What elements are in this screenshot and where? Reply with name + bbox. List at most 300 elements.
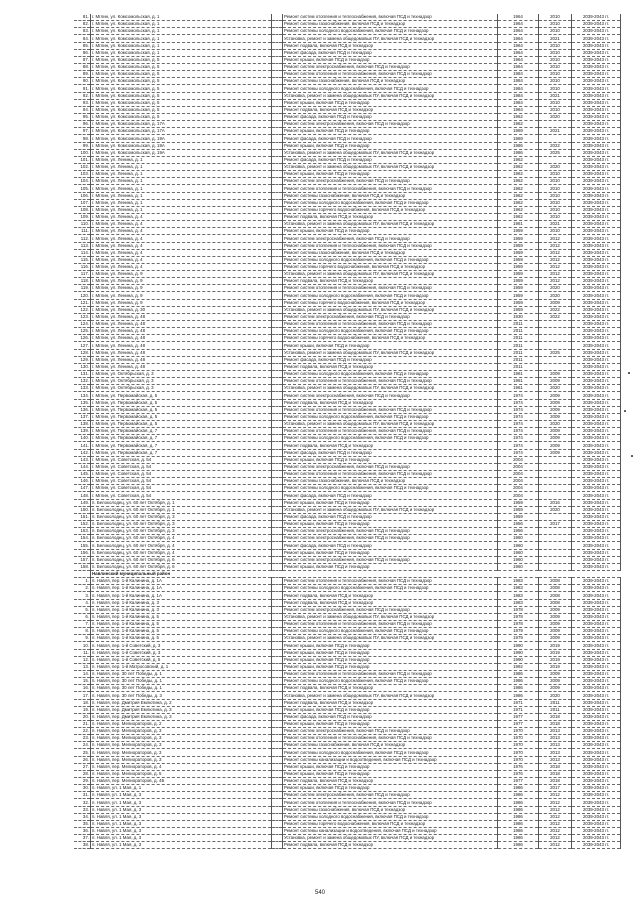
row-number: 143. <box>74 456 91 463</box>
last-repair-year-cell: 2020 <box>539 292 572 299</box>
row-number: 1. <box>74 578 91 585</box>
last-repair-year-cell: 2021 <box>539 221 572 228</box>
page-number: 540 <box>314 890 325 896</box>
work-type-cell: Ремонт системы холодного водоснабжения, включая ПСД и технадзор <box>283 413 498 420</box>
planned-period-cell: 2039-2043 гг. <box>572 28 621 35</box>
work-type-cell: Ремонт систем электроснабжения, включая ПСД и технадзор <box>283 728 498 735</box>
year-built-cell: 1960 <box>498 535 539 542</box>
planned-period-cell: 2039-2043 гг. <box>572 456 621 463</box>
last-repair-year-cell: 2009 <box>539 399 572 406</box>
planned-period-cell: 2039-2043 гг. <box>572 392 621 399</box>
work-type-cell: Ремонт крыши, включая ПСД и технадзор <box>283 520 498 527</box>
year-built-cell: 1970 <box>498 728 539 735</box>
row-number: 139. <box>74 428 91 435</box>
table-row <box>74 642 621 649</box>
work-type-cell: Ремонт систем отопления и теплоснабжения, включая ПСД и технадзор <box>283 378 498 385</box>
address-cell: г. Мглин, ул. Ленина, д. 48 <box>91 342 272 349</box>
row-number: 102. <box>74 163 91 170</box>
blank-cell <box>272 656 283 663</box>
last-repair-year-cell: 2012 <box>539 263 572 270</box>
blank-cell <box>272 506 283 513</box>
address-cell: г. Мглин, ул. Ленина, д. 1 <box>91 199 272 206</box>
last-repair-year-cell: 2010 <box>539 106 572 113</box>
last-repair-year-cell: 2013 <box>539 735 572 742</box>
planned-period-cell: 2039-2043 гг. <box>572 785 621 792</box>
row-number: 127. <box>74 342 91 349</box>
section-header-row <box>74 570 621 577</box>
work-type-cell: Установка, ремонт и замена общедомовых ПУ, включая ПСД и технадзор <box>283 92 498 99</box>
last-repair-year-cell: 2013 <box>539 756 572 763</box>
work-type-cell: Ремонт систем электроснабжения, включая ПСД и технадзор <box>283 792 498 799</box>
planned-period-cell: 2039-2043 гг. <box>572 263 621 270</box>
last-repair-year-cell <box>539 335 572 342</box>
scan-dust-speck <box>628 372 630 374</box>
year-built-cell: 1978 <box>498 606 539 613</box>
last-repair-year-cell: 2009 <box>539 371 572 378</box>
row-number: 14. <box>74 670 91 677</box>
last-repair-year-cell: 2025 <box>539 149 572 156</box>
address-cell: г. Мглин, ул. Комсомольская, д. 19А <box>91 149 272 156</box>
table-row <box>74 792 621 799</box>
last-repair-year-cell: 2016 <box>539 499 572 506</box>
planned-period-cell: 2039-2043 гг. <box>572 292 621 299</box>
work-type-cell: Установка, ремонт и замена общедомовых ПУ, включая ПСД и технадзор <box>283 221 498 228</box>
blank-cell <box>272 285 283 292</box>
table-row <box>74 628 621 635</box>
row-number: 109. <box>74 213 91 220</box>
planned-period-cell: 2039-2043 гг. <box>572 21 621 28</box>
year-built-cell: 1990 <box>498 642 539 649</box>
work-type-cell: Ремонт систем отопления и теплоснабжения, включая ПСД и технадзор <box>283 799 498 806</box>
last-repair-year-cell: 2010 <box>539 14 572 21</box>
work-type-cell: Ремонт систем электроснабжения, включая ПСД и технадзор <box>283 313 498 320</box>
work-type-cell: Установка, ремонт и замена общедомовых ПУ, включая ПСД и технадзор <box>283 385 498 392</box>
blank-cell <box>272 820 283 827</box>
year-built-cell: 1986 <box>498 828 539 835</box>
work-type-cell: Установка, ремонт и замена общедомовых ПУ, включая ПСД и технадзор <box>283 506 498 513</box>
work-type-cell: Ремонт фасада, включая ПСД и технадзор <box>283 113 498 120</box>
row-number: 153. <box>74 528 91 535</box>
year-built-cell: 1962 <box>498 178 539 185</box>
row-number: 99. <box>74 142 91 149</box>
table-row <box>74 663 621 670</box>
planned-period-cell: 2039-2043 гг. <box>572 156 621 163</box>
table-row <box>74 535 621 542</box>
address-cell: г. Мглин, ул. Первомайская, д. 7 <box>91 428 272 435</box>
year-built-cell: 1977 <box>498 720 539 727</box>
planned-period-cell: 2039-2043 гг. <box>572 778 621 785</box>
work-type-cell: Установка, ремонт и замена общедомовых ПУ, включая ПСД и технадзор <box>283 271 498 278</box>
table-row <box>74 656 621 663</box>
row-number: 140. <box>74 435 91 442</box>
work-type-cell: Ремонт систем электроснабжения, включая ПСД и технадзор <box>283 121 498 128</box>
year-built-cell: 1956 <box>498 520 539 527</box>
last-repair-year-cell: 2010 <box>539 42 572 49</box>
address-cell: п. Навля, пер. 1-й Калинина, д. 3 <box>91 606 272 613</box>
planned-period-cell: 2039-2043 гг. <box>572 342 621 349</box>
blank-cell <box>272 478 283 485</box>
table-row <box>74 14 621 21</box>
work-type-cell: Установка, ремонт и замена общедомовых ПУ, включая ПСД и технадзор <box>283 613 498 620</box>
planned-period-cell: 2039-2043 гг. <box>572 142 621 149</box>
work-type-cell: Ремонт систем электроснабжения, включая ПСД и технадзор <box>283 463 498 470</box>
address-cell: г. Мглин, ул. Первомайская, д. 5 <box>91 406 272 413</box>
year-built-cell: 1986 <box>498 813 539 820</box>
row-number: 3. <box>74 592 91 599</box>
table-row <box>74 720 621 727</box>
address-cell: п. Навля, пер. 1-й Калинина, д. 3 <box>91 599 272 606</box>
planned-period-cell: 2039-2043 гг. <box>572 592 621 599</box>
address-cell: г. Мглин, ул. Комсомольская, д. 1 <box>91 14 272 21</box>
table-row <box>74 278 621 285</box>
work-type-cell: Ремонт систем электроснабжения, включая ПСД и технадзор <box>283 556 498 563</box>
row-number: 88. <box>74 63 91 70</box>
blank-cell <box>272 371 283 378</box>
scan-dust-speck <box>631 455 633 457</box>
year-built-cell: 1976 <box>498 770 539 777</box>
last-repair-year-cell: 2020 <box>539 506 572 513</box>
row-number: 23. <box>74 735 91 742</box>
work-type-cell: Ремонт системы холодного водоснабжения, включая ПСД и технадзор <box>283 292 498 299</box>
work-type-cell: Ремонт крыши, включая ПСД и технадзор <box>283 720 498 727</box>
planned-period-cell: 2039-2043 гг. <box>572 135 621 142</box>
blank-cell <box>272 456 283 463</box>
last-repair-year-cell: 2018 <box>539 778 572 785</box>
last-repair-year-cell: 2009 <box>539 449 572 456</box>
work-type-cell: Ремонт систем электроснабжения, включая ПСД и технадзор <box>283 392 498 399</box>
last-repair-year-cell: 2020 <box>539 692 572 699</box>
table-row <box>74 349 621 356</box>
last-repair-year-cell: 2009 <box>539 406 572 413</box>
work-type-cell: Ремонт систем электроснабжения, включая ПСД и технадзор <box>283 178 498 185</box>
planned-period-cell: 2039-2043 гг. <box>572 213 621 220</box>
work-type-cell: Ремонт системы холодного водоснабжения, включая ПСД и технадзор <box>283 678 498 685</box>
table-row <box>74 113 621 120</box>
address-cell: п. Белоколодец, ул. 60 лет Октября, д. 1 <box>91 499 272 506</box>
blank-cell <box>272 635 283 642</box>
row-number: 106. <box>74 192 91 199</box>
year-built-cell: 1960 <box>498 549 539 556</box>
table-row <box>74 463 621 470</box>
table-row <box>74 799 621 806</box>
work-type-cell: Ремонт систем отопления и теплоснабжения, включая ПСД и технадзор <box>283 620 498 627</box>
blank-cell <box>272 213 283 220</box>
blank-cell <box>272 71 283 78</box>
address-cell: г. Мглин, ул. Советская, д. 54 <box>91 492 272 499</box>
year-built-cell: 1983 <box>498 592 539 599</box>
planned-period-cell: 2039-2043 гг. <box>572 428 621 435</box>
row-number: 95. <box>74 113 91 120</box>
year-built-cell: 1970 <box>498 735 539 742</box>
table-row <box>74 606 621 613</box>
year-built-cell: 2011 <box>498 321 539 328</box>
year-built-cell: 1974 <box>498 435 539 442</box>
table-row <box>74 199 621 206</box>
year-built-cell: 1961 <box>498 221 539 228</box>
row-number: 124. <box>74 321 91 328</box>
address-cell: п. Навля, ул. 1 Мая, д. 3 <box>91 799 272 806</box>
last-repair-year-cell: 2019 <box>539 642 572 649</box>
last-repair-year-cell: 2010 <box>539 228 572 235</box>
year-built-cell: 1959 <box>498 256 539 263</box>
last-repair-year-cell: 2010 <box>539 28 572 35</box>
address-cell: г. Мглин, ул. Ленина, д. 4 <box>91 249 272 256</box>
table-row <box>74 335 621 342</box>
row-number: 100. <box>74 149 91 156</box>
blank-cell <box>272 121 283 128</box>
work-type-cell: Ремонт крыши, включая ПСД и технадзор <box>283 456 498 463</box>
year-built-cell: 1959 <box>498 242 539 249</box>
year-built-cell: 1961 <box>498 371 539 378</box>
row-number: 22. <box>74 728 91 735</box>
blank-cell <box>272 463 283 470</box>
table-row <box>74 192 621 199</box>
last-repair-year-cell: 2012 <box>539 799 572 806</box>
row-number: 91. <box>74 85 91 92</box>
blank-cell <box>272 692 283 699</box>
planned-period-cell: 2039-2043 гг. <box>572 63 621 70</box>
row-number: 151. <box>74 513 91 520</box>
table-row <box>74 56 621 63</box>
table-row <box>74 806 621 813</box>
work-type-cell: Ремонт фасада, включая ПСД и технадзор <box>283 49 498 56</box>
blank-cell <box>272 535 283 542</box>
blank-cell <box>272 613 283 620</box>
row-number: 89. <box>74 71 91 78</box>
table-row <box>74 178 621 185</box>
address-cell: г. Мглин, ул. Первомайская, д. 5 <box>91 392 272 399</box>
blank-cell <box>272 785 283 792</box>
table-row <box>74 171 621 178</box>
year-built-cell: 1974 <box>498 421 539 428</box>
work-type-cell: Ремонт систем электроснабжения, включая ПСД и технадзор <box>283 535 498 542</box>
blank-cell <box>272 263 283 270</box>
work-type-cell: Ремонт системы газоснабжения, включая ПСД и технадзор <box>283 192 498 199</box>
table-row <box>74 256 621 263</box>
table-row <box>74 563 621 570</box>
row-number: 94. <box>74 106 91 113</box>
planned-period-cell: 2039-2043 гг. <box>572 356 621 363</box>
blank-cell <box>272 185 283 192</box>
address-cell: г. Мглин, ул. Первомайская, д. 5 <box>91 421 272 428</box>
blank-cell <box>272 235 283 242</box>
planned-period-cell: 2039-2043 гг. <box>572 85 621 92</box>
row-number: 31. <box>74 792 91 799</box>
address-cell: г. Мглин, ул. Комсомольская, д. 5 <box>91 78 272 85</box>
table-row <box>74 585 621 592</box>
work-type-cell: Ремонт систем отопления и теплоснабжения, включая ПСД и технадзор <box>283 285 498 292</box>
blank-cell <box>272 421 283 428</box>
last-repair-year-cell: 2010 <box>539 99 572 106</box>
planned-period-cell: 2039-2043 гг. <box>572 371 621 378</box>
work-type-cell: Ремонт систем электроснабжения, включая ПСД и технадзор <box>283 528 498 535</box>
row-number: 85. <box>74 42 91 49</box>
table-row <box>74 528 621 535</box>
row-number: 82. <box>74 21 91 28</box>
planned-period-cell: 2039-2043 гг. <box>572 735 621 742</box>
year-built-cell: 1976 <box>498 763 539 770</box>
table-row <box>74 670 621 677</box>
row-number: 141. <box>74 442 91 449</box>
blank-cell <box>272 342 283 349</box>
work-type-cell: Ремонт крыши, включая ПСД и технадзор <box>283 342 498 349</box>
planned-period-cell: 2039-2043 гг. <box>572 663 621 670</box>
row-number: 134. <box>74 392 91 399</box>
table-row <box>74 506 621 513</box>
address-cell: п. Навля, ул. 1 Мая, д. 3 <box>91 820 272 827</box>
blank-cell <box>272 428 283 435</box>
blank-cell <box>272 520 283 527</box>
last-repair-year-cell <box>539 363 572 370</box>
blank-cell <box>272 442 283 449</box>
row-number: 4. <box>74 599 91 606</box>
planned-period-cell: 2039-2043 гг. <box>572 449 621 456</box>
last-repair-year-cell: 2010 <box>539 21 572 28</box>
planned-period-cell: 2039-2043 гг. <box>572 328 621 335</box>
last-repair-year-cell: 2017 <box>539 520 572 527</box>
year-built-cell: 1962 <box>498 199 539 206</box>
address-cell: п. Навля, пер. 1-й Калинина, д. 5 <box>91 613 272 620</box>
last-repair-year-cell: 2018 <box>539 763 572 770</box>
last-repair-year-cell: 2010 <box>539 63 572 70</box>
year-built-cell: 1962 <box>498 113 539 120</box>
table-row <box>74 549 621 556</box>
work-type-cell: Ремонт системы газоснабжения, включая ПСД и технадзор <box>283 478 498 485</box>
row-number: 35. <box>74 820 91 827</box>
address-cell: г. Мглин, ул. Ленина, д. 30 <box>91 306 272 313</box>
work-type-cell: Ремонт системы холодного водоснабжения, включая ПСД и технадзор <box>283 485 498 492</box>
address-cell: п. Навля, пер. 30 лет Победы, д. 3 <box>91 692 272 699</box>
work-type-cell: Установка, ремонт и замена общедомовых ПУ, включая ПСД и технадзор <box>283 835 498 842</box>
year-built-cell: 1956 <box>498 528 539 535</box>
last-repair-year-cell: 2021 <box>539 35 572 42</box>
planned-period-cell: 2039-2043 гг. <box>572 71 621 78</box>
address-cell: п. Белоколодец, ул. 60 лет Октября, д. 3 <box>91 528 272 535</box>
work-type-cell: Установка, ремонт и замена общедомовых ПУ, включая ПСД и технадзор <box>283 35 498 42</box>
blank-cell <box>272 271 283 278</box>
last-repair-year-cell: 2025 <box>539 349 572 356</box>
last-repair-year-cell <box>539 485 572 492</box>
address-cell: п. Навля, ул. 1 Мая, д. 3 <box>91 806 272 813</box>
year-built-cell: 2004 <box>498 456 539 463</box>
planned-period-cell: 2039-2043 гг. <box>572 56 621 63</box>
work-type-cell: Ремонт крыши, включая ПСД и технадзор <box>283 56 498 63</box>
table-row <box>74 778 621 785</box>
work-type-cell: Ремонт крыши, включая ПСД и технадзор <box>283 706 498 713</box>
planned-period-cell: 2039-2043 гг. <box>572 206 621 213</box>
last-repair-year-cell <box>539 463 572 470</box>
table-row <box>74 149 621 156</box>
last-repair-year-cell: 2018 <box>539 770 572 777</box>
planned-period-cell: 2039-2043 гг. <box>572 749 621 756</box>
planned-period-cell: 2039-2043 гг. <box>572 271 621 278</box>
last-repair-year-cell: 2012 <box>539 813 572 820</box>
work-type-cell: Ремонт системы холодного водоснабжения, включая ПСД и технадзор <box>283 199 498 206</box>
work-type-cell: Ремонт системы холодного водоснабжения, включая ПСД и технадзор <box>283 256 498 263</box>
blank-cell <box>272 556 283 563</box>
table-row <box>74 635 621 642</box>
blank-cell <box>272 306 283 313</box>
address-cell: п. Навля, пер. Мелиораторов, д. 4Б <box>91 778 272 785</box>
year-built-cell: 1986 <box>498 149 539 156</box>
row-number: 112. <box>74 235 91 242</box>
work-type-cell: Установка, ремонт и замена общедомовых ПУ, включая ПСД и технадзор <box>283 421 498 428</box>
table-row <box>74 21 621 28</box>
address-cell: г. Мглин, ул. Ленина, д. 9 <box>91 285 272 292</box>
address-cell: п. Белоколодец, ул. 60 лет Октября, д. 4 <box>91 535 272 542</box>
work-type-cell: Установка, ремонт и замена общедомовых ПУ, включая ПСД и технадзор <box>283 149 498 156</box>
work-type-cell: Ремонт крыши, включая ПСД и технадзор <box>283 228 498 235</box>
table-row <box>74 649 621 656</box>
work-type-cell: Ремонт крыши, включая ПСД и технадзор <box>283 563 498 570</box>
work-type-cell: Ремонт подвала, включая ПСД и технадзор <box>283 592 498 599</box>
row-number: 113. <box>74 242 91 249</box>
year-built-cell: 1959 <box>498 263 539 270</box>
table-row <box>74 328 621 335</box>
blank-cell <box>272 249 283 256</box>
register-table-body <box>74 14 621 849</box>
address-cell: г. Мглин, ул. Комсомольская, д. 5 <box>91 56 272 63</box>
work-type-cell: Ремонт системы канализации и водоотведения, включая ПСД и технадзор <box>283 756 498 763</box>
blank-cell <box>272 649 283 656</box>
table-row <box>74 271 621 278</box>
last-repair-year-cell: 2009 <box>539 670 572 677</box>
row-number: 117. <box>74 271 91 278</box>
year-built-cell: 1986 <box>498 785 539 792</box>
row-number: 142. <box>74 449 91 456</box>
planned-period-cell: 2039-2043 гг. <box>572 285 621 292</box>
table-row <box>74 313 621 320</box>
last-repair-year-cell: 2009 <box>539 378 572 385</box>
planned-period-cell: 2039-2043 гг. <box>572 535 621 542</box>
work-type-cell: Ремонт крыши, включая ПСД и технадзор <box>283 656 498 663</box>
work-type-cell: Ремонт фасада, включая ПСД и технадзор <box>283 713 498 720</box>
table-row <box>74 221 621 228</box>
work-type-cell: Ремонт системы холодного водоснабжения, включая ПСД и технадзор <box>283 28 498 35</box>
table-row <box>74 356 621 363</box>
planned-period-cell: 2039-2043 гг. <box>572 385 621 392</box>
year-built-cell: 1959 <box>498 271 539 278</box>
last-repair-year-cell: 2019 <box>539 663 572 670</box>
row-number: 154. <box>74 535 91 542</box>
last-repair-year-cell: 2012 <box>539 256 572 263</box>
last-repair-year-cell: 2012 <box>539 235 572 242</box>
row-number: 26. <box>74 756 91 763</box>
blank-cell <box>272 763 283 770</box>
address-cell: г. Мглин, ул. Комсомольская, д. 1 <box>91 21 272 28</box>
blank-cell <box>272 513 283 520</box>
planned-period-cell: 2039-2043 гг. <box>572 563 621 570</box>
row-number: 84. <box>74 35 91 42</box>
planned-period-cell: 2039-2043 гг. <box>572 806 621 813</box>
work-type-cell: Установка, ремонт и замена общедомовых ПУ, включая ПСД и технадзор <box>283 163 498 170</box>
year-built-cell: 1964 <box>498 28 539 35</box>
row-number: 158. <box>74 563 91 570</box>
planned-period-cell: 2039-2043 гг. <box>572 399 621 406</box>
work-type-cell: Ремонт системы холодного водоснабжения, включая ПСД и технадзор <box>283 435 498 442</box>
address-cell: п. Белоколодец, ул. 60 лет Октября, д. 3 <box>91 513 272 520</box>
row-number: 119. <box>74 285 91 292</box>
address-cell: г. Мглин, ул. Ленина, д. 48 <box>91 356 272 363</box>
blank-cell <box>272 435 283 442</box>
blank-cell <box>272 399 283 406</box>
blank-cell <box>272 499 283 506</box>
year-built-cell: 1959 <box>498 506 539 513</box>
table-row <box>74 613 621 620</box>
row-number: 115. <box>74 256 91 263</box>
last-repair-year-cell: 2012 <box>539 278 572 285</box>
blank-cell <box>272 699 283 706</box>
